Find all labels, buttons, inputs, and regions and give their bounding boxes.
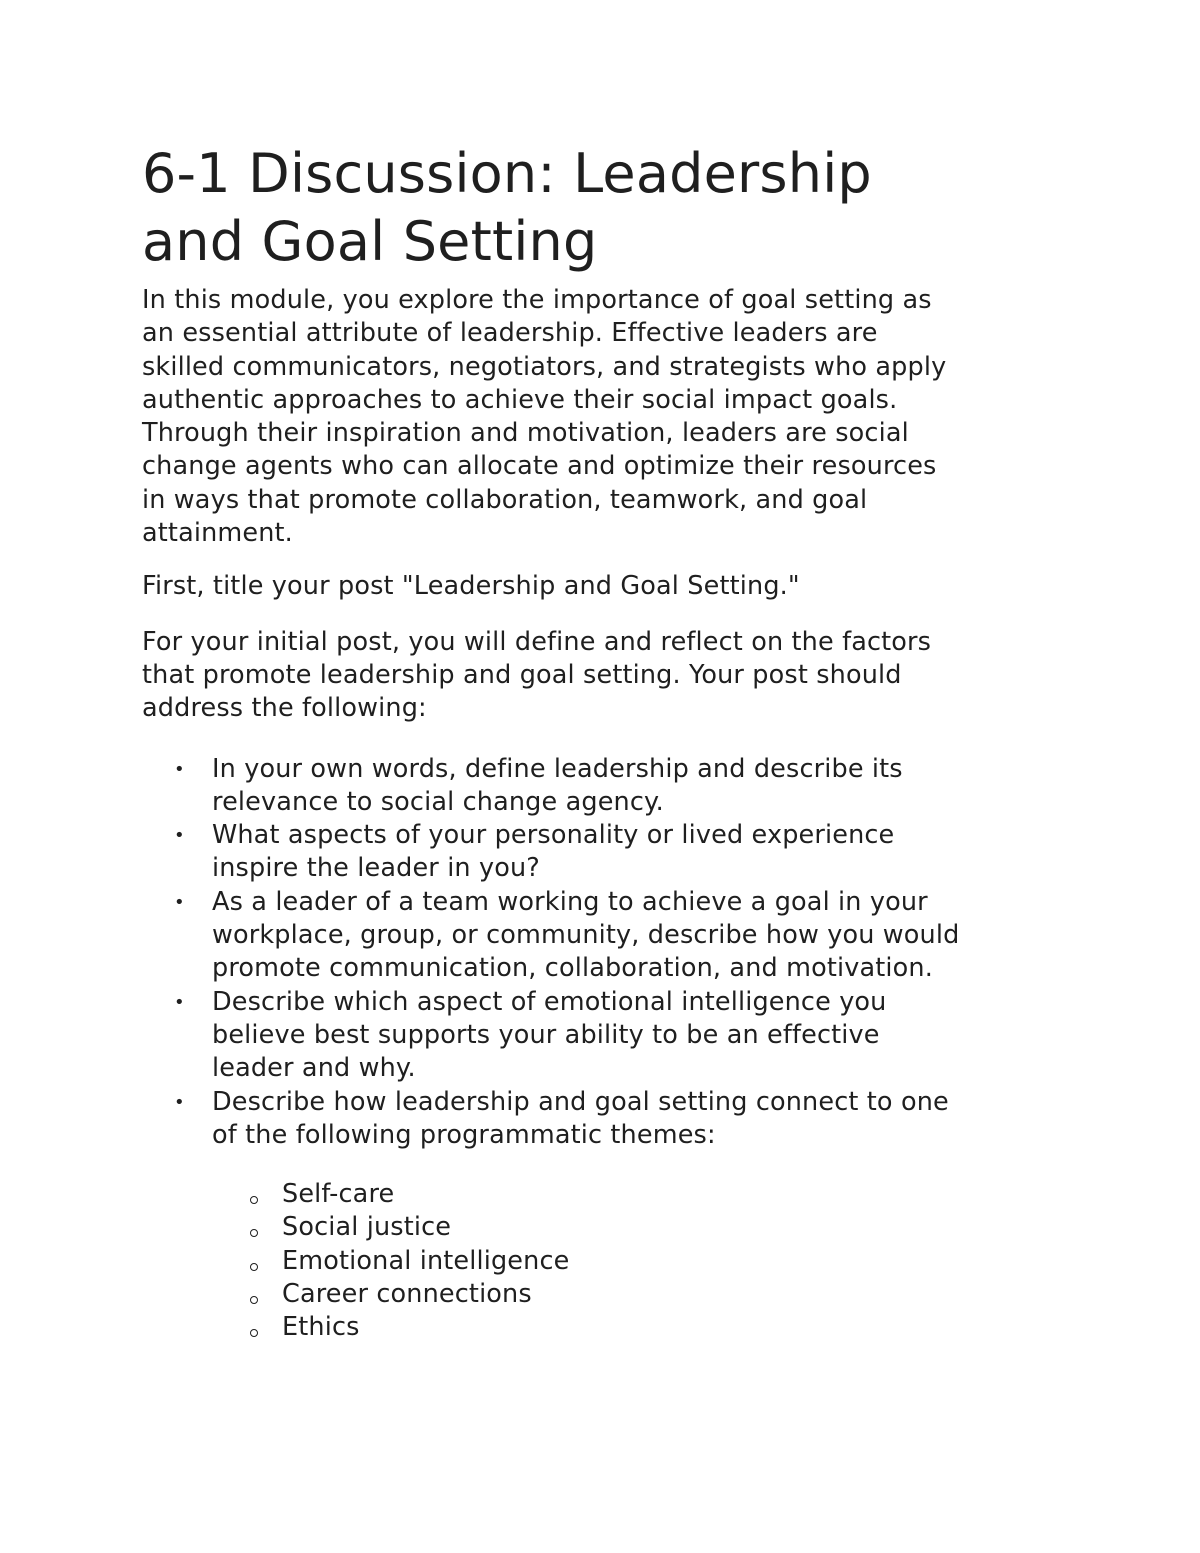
title-line: and Goal Setting — [142, 210, 598, 273]
list-item-line: relevance to social change agency. — [212, 786, 664, 817]
list-item-line: promote communication, collaboration, and motivation. — [212, 953, 933, 984]
circle-bullet-icon — [250, 1229, 258, 1237]
intro-line: attainment. — [142, 518, 293, 549]
list-item-line: believe best supports your ability to be an effective — [212, 1019, 880, 1050]
intro-line: an essential attribute of leadership. Effective leaders are — [142, 318, 878, 349]
theme-label: Self-care — [282, 1179, 395, 1210]
list-item-line: In your own words, define leadership and describe its — [212, 753, 903, 784]
intro-line: in ways that promote collaboration, teamwork, and goal — [142, 484, 868, 515]
intro-line: change agents who can allocate and optimize their resources — [142, 451, 937, 482]
theme-label: Emotional intelligence — [282, 1245, 570, 1276]
circle-bullet-icon — [250, 1263, 258, 1271]
circle-bullet-icon — [250, 1196, 258, 1204]
theme-label: Ethics — [282, 1312, 360, 1343]
list-item — [142, 1086, 1072, 1345]
list-item-line: What aspects of your personality or lived experience — [212, 820, 895, 851]
list-item-line: As a leader of a team working to achieve a goal in your — [212, 886, 928, 917]
bullet-icon: • — [174, 891, 185, 913]
bullet-icon: • — [174, 825, 185, 847]
theme-item — [142, 1245, 1072, 1278]
initial-post-line: For your initial post, you will define and reflect on the factors — [142, 626, 932, 657]
themes-list — [142, 1178, 1072, 1344]
initial-post-paragraph — [142, 626, 1072, 726]
title-instruction-paragraph: First, title your post "Leadership and Goal Setting." — [142, 571, 800, 602]
intro-paragraph — [142, 284, 1072, 550]
intro-line: skilled communicators, negotiators, and strategists who apply — [142, 351, 947, 382]
theme-label: Social justice — [282, 1212, 452, 1243]
list-item-line: Describe which aspect of emotional intelligence you — [212, 986, 887, 1017]
list-item-line: leader and why. — [212, 1053, 416, 1084]
list-item-line: inspire the leader in you? — [212, 853, 540, 884]
theme-item — [142, 1211, 1072, 1244]
list-item — [142, 886, 1072, 986]
initial-post-line: address the following: — [142, 693, 427, 724]
circle-bullet-icon — [250, 1329, 258, 1337]
intro-line: Through their inspiration and motivation, leaders are social — [142, 418, 909, 449]
title-line: 6-1 Discussion: Leadership — [142, 142, 872, 205]
list-item — [142, 986, 1072, 1086]
list-item-line: workplace, group, or community, describe how you would — [212, 920, 960, 951]
requirements-list — [142, 753, 1072, 1345]
list-item — [142, 753, 1072, 820]
list-item-line: Describe how leadership and goal setting connect to one — [212, 1086, 949, 1117]
bullet-icon: • — [174, 1091, 185, 1113]
document-page — [142, 140, 1072, 1345]
theme-item — [142, 1178, 1072, 1211]
theme-item — [142, 1311, 1072, 1344]
intro-line: authentic approaches to achieve their social impact goals. — [142, 384, 898, 415]
initial-post-line: that promote leadership and goal setting. Your post should — [142, 659, 902, 690]
theme-item — [142, 1278, 1072, 1311]
circle-bullet-icon — [250, 1296, 258, 1304]
bullet-icon: • — [174, 991, 185, 1013]
list-item-line: of the following programmatic themes: — [212, 1119, 716, 1150]
page-title — [142, 140, 1072, 276]
theme-label: Career connections — [282, 1279, 532, 1310]
intro-line: In this module, you explore the importance of goal setting as — [142, 285, 932, 315]
bullet-icon: • — [174, 758, 185, 780]
list-item — [142, 819, 1072, 886]
